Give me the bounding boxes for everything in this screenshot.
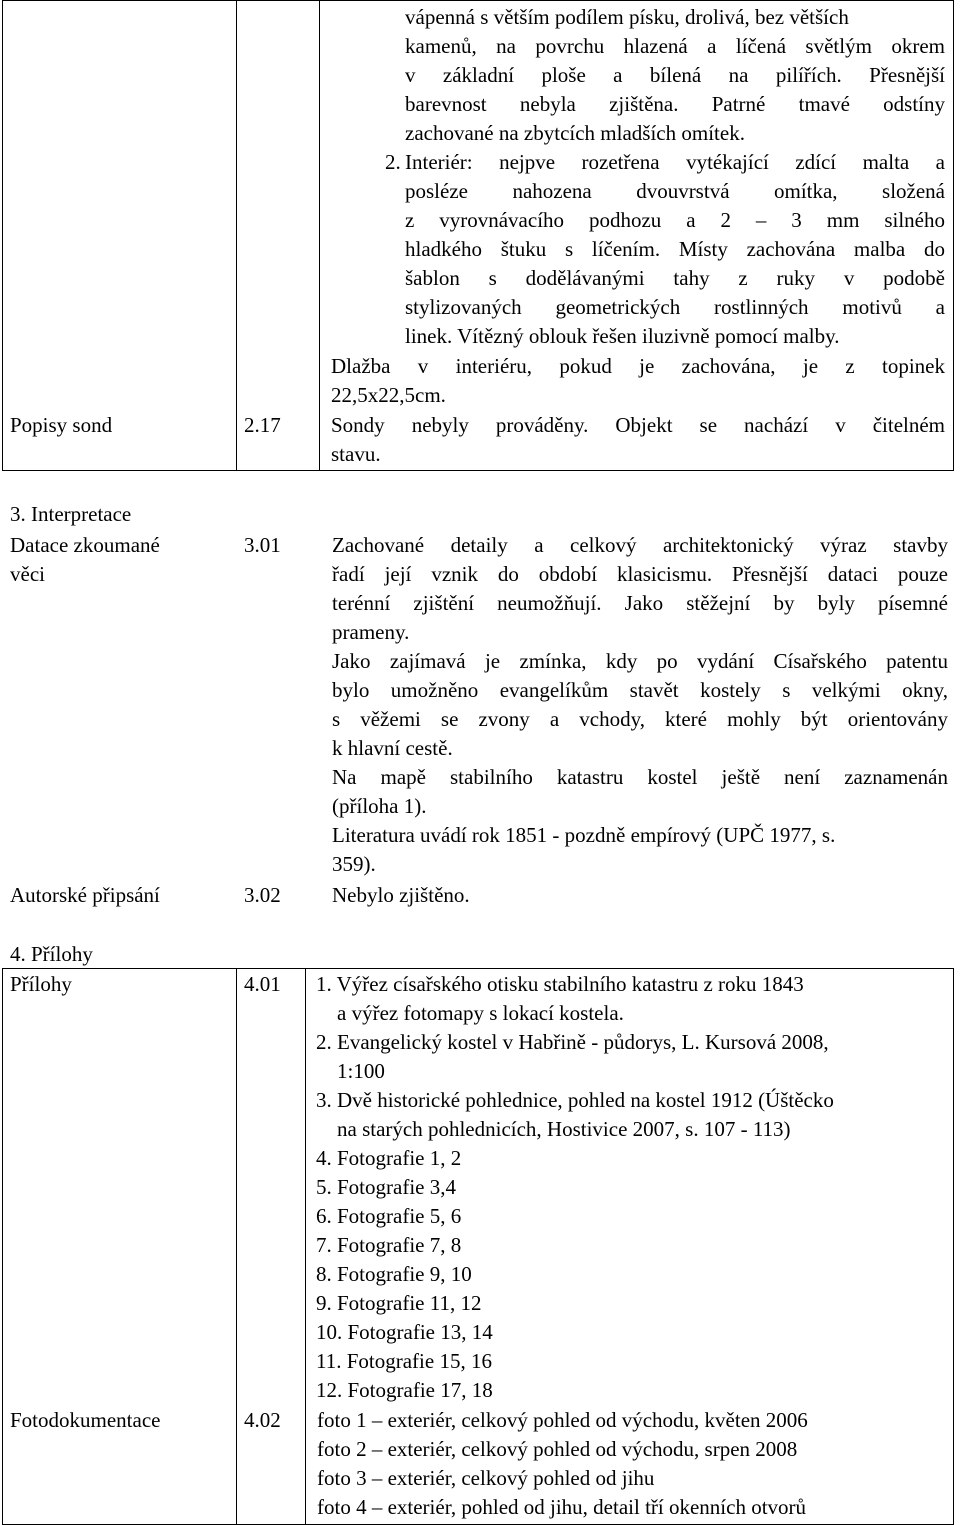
floor-line: Dlažba v interiéru, pokud je zachována, je z topinek	[331, 354, 945, 378]
attachments-label: Přílohy	[10, 972, 72, 996]
description-line: zachované na zbytcích mladších omítek.	[405, 121, 745, 145]
attachment-item: 11. Fotografie 15, 16	[316, 1349, 492, 1373]
description-line: vápenná s větším podílem písku, drolivá, bez větších	[405, 5, 849, 29]
dating-label-line2: věci	[10, 562, 45, 586]
attachment-item: 6. Fotografie 5, 6	[316, 1204, 462, 1228]
probes-label: Popisy sond	[10, 413, 113, 437]
attachment-item: na starých pohlednicích, Hostivice 2007, s. 107 - 113)	[316, 1117, 791, 1141]
dating-label-line1: Datace zkoumané	[10, 533, 160, 557]
dating-line: Na mapě stabilního katastru kostel ještě není zaznamenán	[332, 765, 948, 789]
probes-line: Sondy nebyly prováděny. Objekt se nachází v čitelném	[331, 413, 945, 437]
interior-line: šablon s dodělávanými tahy z ruky v podobě	[405, 266, 945, 290]
section3-heading: 3. Interpretace	[10, 502, 132, 526]
authorship-label: Autorské připsání	[10, 883, 160, 907]
attachment-item: 9. Fotografie 11, 12	[316, 1291, 482, 1315]
dating-line: Jako zajímavá je zmínka, kdy po vydání Císařského patentu	[332, 649, 948, 673]
dating-line: terénní zjištění neumožňují. Jako stěžejní by byly písemné	[332, 591, 948, 615]
section4-heading: 4. Přílohy	[10, 942, 93, 966]
attachment-item: 10. Fotografie 13, 14	[316, 1320, 493, 1344]
dating-line: (příloha 1).	[332, 794, 427, 818]
table-divider	[236, 968, 237, 1525]
attachment-item: 4. Fotografie 1, 2	[316, 1146, 462, 1170]
photodoc-code: 4.02	[244, 1408, 281, 1432]
dating-line: Literatura uvádí rok 1851 - pozdně empírový (UPČ 1977, s.	[332, 823, 836, 847]
attachment-item: 3. Dvě historické pohlednice, pohled na kostel 1912 (Úštěcko	[316, 1088, 834, 1112]
interior-line: z vyrovnávacího podhozu a 2 – 3 mm silného	[405, 208, 945, 232]
probes-code: 2.17	[244, 413, 281, 437]
dating-line: k hlavní cestě.	[332, 736, 453, 760]
dating-line: řadí její vznik do období klasicismu. Přesnější dataci pouze	[332, 562, 948, 586]
interior-line: hladkého štuku s líčením. Místy zachována malba do	[405, 237, 945, 261]
interior-line: Interiér: nejpve rozetřena vytékající zdící malta a	[405, 150, 945, 174]
table-divider	[236, 0, 237, 471]
attachment-item: 1. Výřez císařského otisku stabilního katastru z roku 1843	[316, 972, 804, 996]
description-line: kamenů, na povrchu hlazená a líčená světlým okrem	[405, 34, 945, 58]
dating-line: Zachované detaily a celkový architektonický výraz stavby	[332, 533, 948, 557]
interior-line: stylizovaných geometrických rostlinných motivů a	[405, 295, 945, 319]
authorship-value: Nebylo zjištěno.	[332, 883, 470, 907]
attachment-item: 5. Fotografie 3,4	[316, 1175, 456, 1199]
interior-line: linek. Vítězný oblouk řešen iluzivně pomocí malby.	[405, 324, 840, 348]
photodoc-line: foto 4 – exteriér, pohled od jihu, detail tří okenních otvorů	[317, 1495, 807, 1519]
photodoc-line: foto 3 – exteriér, celkový pohled od jihu	[317, 1466, 655, 1490]
description-line: v základní ploše a bílená na pilířích. Přesnější	[405, 63, 945, 87]
probes-line: stavu.	[331, 442, 381, 466]
attachment-item: 2. Evangelický kostel v Habřině - půdorys, L. Kursová 2008,	[316, 1030, 829, 1054]
authorship-code: 3.02	[244, 883, 281, 907]
interior-number: 2.	[385, 150, 401, 174]
dating-line: s věžemi se zvony a vchody, které mohly být orientovány	[332, 707, 948, 731]
dating-line: bylo umožněno evangelíkům stavět kostely s velkými okny,	[332, 678, 948, 702]
photodoc-label: Fotodokumentace	[10, 1408, 161, 1432]
attachment-item: 7. Fotografie 7, 8	[316, 1233, 462, 1257]
description-line: barevnost nebyla zjištěna. Patrné tmavé odstíny	[405, 92, 945, 116]
attachments-code: 4.01	[244, 972, 281, 996]
table-divider	[305, 968, 306, 1525]
attachment-item: a výřez fotomapy s lokací kostela.	[316, 1001, 624, 1025]
dating-code: 3.01	[244, 533, 281, 557]
photodoc-line: foto 1 – exteriér, celkový pohled od východu, květen 2006	[317, 1408, 808, 1432]
table-divider	[319, 0, 320, 471]
dating-line: 359).	[332, 852, 376, 876]
attachment-item: 1:100	[316, 1059, 385, 1083]
photodoc-line: foto 2 – exteriér, celkový pohled od východu, srpen 2008	[317, 1437, 798, 1461]
attachment-item: 12. Fotografie 17, 18	[316, 1378, 493, 1402]
interior-line: posléze nahozena dvouvrstvá omítka, složená	[405, 179, 945, 203]
floor-line: 22,5x22,5cm.	[331, 383, 446, 407]
dating-line: prameny.	[332, 620, 410, 644]
attachment-item: 8. Fotografie 9, 10	[316, 1262, 472, 1286]
